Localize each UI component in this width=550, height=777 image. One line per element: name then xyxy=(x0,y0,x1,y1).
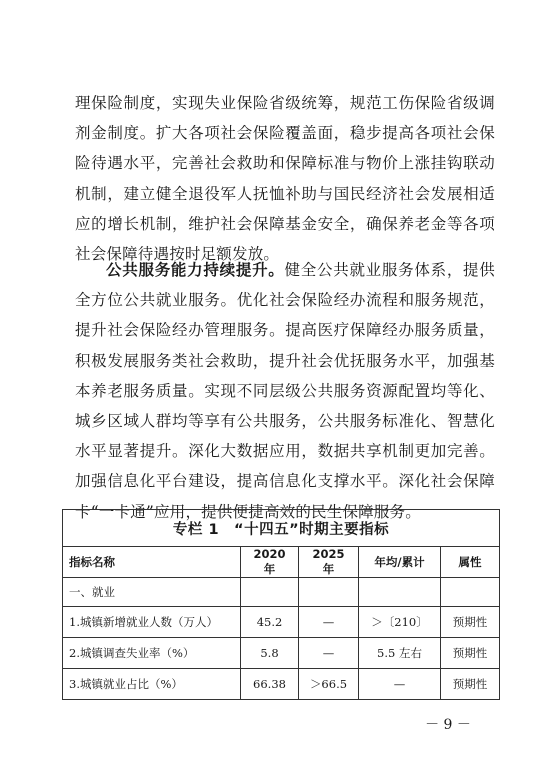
header-annual-cumulative: 年均/累计 xyxy=(359,547,441,578)
cell-2020: 5.8 xyxy=(241,638,299,669)
header-indicator-name: 指标名称 xyxy=(63,547,241,578)
table-header-row xyxy=(63,547,500,578)
body-paragraph-2 xyxy=(75,255,495,527)
section-label: 一、就业 xyxy=(63,578,241,607)
table-title: 专栏 1 “十四五”时期主要指标 xyxy=(63,510,500,547)
table-section-row xyxy=(63,578,500,607)
cell-2020: 66.38 xyxy=(241,669,299,700)
table-row xyxy=(63,669,500,700)
paragraph-lead-heading: 公共服务能力持续提升。 xyxy=(106,261,285,279)
cell-2025: — xyxy=(299,638,359,669)
table-row xyxy=(63,607,500,638)
cell-indicator: 1.城镇新增就业人数（万人） xyxy=(63,607,241,638)
cell-annual: ＞〔210〕 xyxy=(359,607,441,638)
header-2020: 2020 年 xyxy=(241,547,299,578)
cell-indicator: 2.城镇调查失业率（%） xyxy=(63,638,241,669)
cell-2020: 45.2 xyxy=(241,607,299,638)
cell-attribute: 预期性 xyxy=(441,669,500,700)
paragraph-body-text: 健全公共就业服务体系，提供全方位公共就业服务。优化社会保险经办流程和服务规范，提升社会保险经办管理服务。提高医疗保障经办服务质量，积极发展服务类社会救助，提升社会优抚服务水平，加强基本养老服务质量。实现不同层级公共服务资源配置均等化、城乡区域人群均等享有公共服务，公共服务标准化、智慧化水平显著提升。深化大数据应用，数据共享机制更加完善。加强信息化平台建设，提高信息化支撑水平。深化社会保障卡“一卡通”应用，提供便捷高效的民生保障服务。 xyxy=(75,261,495,521)
cell-2025: ＞66.5 xyxy=(299,669,359,700)
cell-annual: 5.5 左右 xyxy=(359,638,441,669)
cell-2025: — xyxy=(299,607,359,638)
cell-attribute: 预期性 xyxy=(441,607,500,638)
cell-indicator: 3.城镇就业占比（%） xyxy=(63,669,241,700)
indicator-table xyxy=(62,509,500,700)
cell-attribute: 预期性 xyxy=(441,638,500,669)
header-2025: 2025 年 xyxy=(299,547,359,578)
cell-annual: — xyxy=(359,669,441,700)
table-row xyxy=(63,638,500,669)
page-number: － 9 － xyxy=(425,717,471,733)
body-paragraph-1: 理保险制度，实现失业保险省级统筹，规范工伤保险省级调剂金制度。扩大各项社会保险覆盖面，稳步提高各项社会保险待遇水平，完善社会救助和保障标准与物价上涨挂钩联动机制，建立健全退役军人抚恤补助与国民经济社会发展相适应的增长机制，维护社会保障基金安全，确保养老金等各项社会保障待遇按时足额发放。 xyxy=(75,94,495,264)
header-attribute: 属性 xyxy=(441,547,500,578)
